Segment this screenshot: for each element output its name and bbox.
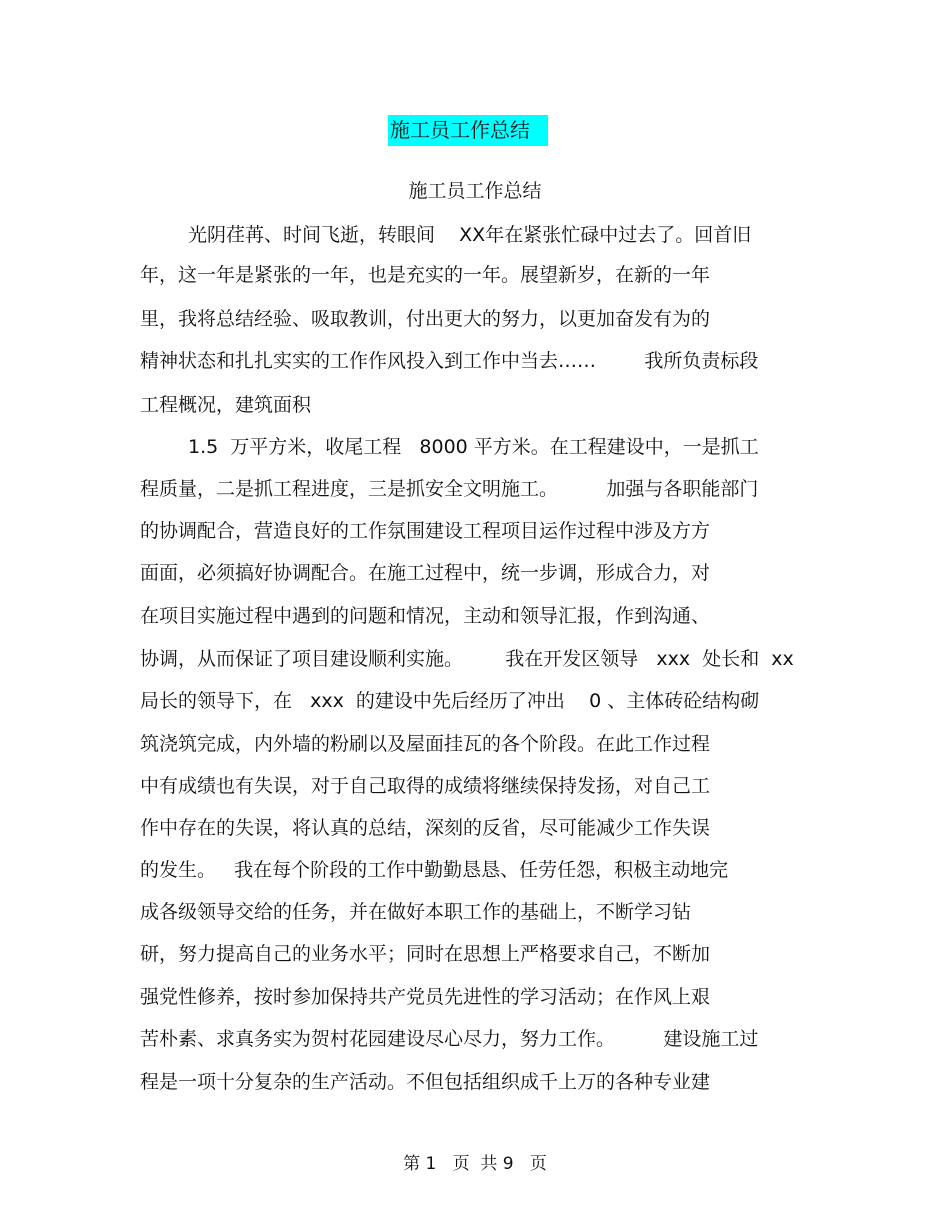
body-line: 程质量，二是抓工程进度，三是抓安全文明施工。 加强与各职能部门 — [140, 478, 759, 500]
body-line: 筑浇筑完成，内外墙的粉刷以及屋面挂瓦的各个阶段。在此工作过程 — [140, 733, 711, 755]
body-line: 1.5 万平方米，收尾工程 8000 平方米。在工程建设中，一是抓工 — [188, 436, 759, 458]
body-line: 程是一项十分复杂的生产活动。不但包括组织成千上万的各种专业建 — [140, 1071, 711, 1093]
body-line: 工程概况，建筑面积 — [140, 394, 312, 416]
body-line: 局长的领导下，在 xxx 的建设中先后经历了冲出 0 、主体砖砼结构砌 — [140, 690, 760, 712]
page-footer: 第 1 页 共 9 页 — [403, 1154, 547, 1174]
body-line: 精神状态和扎扎实实的工作作风投入到工作中当去…… 我所负责标段 — [140, 350, 759, 372]
body-line: 强党性修养，按时参加保持共产党员先进性的学习活动；在作风上艰 — [140, 986, 711, 1008]
document-subtitle: 施工员工作总结 — [408, 180, 542, 202]
body-line: 成各级领导交给的任务，并在做好本职工作的基础上，不断学习钻 — [140, 901, 692, 923]
body-line: 苦朴素、求真务实为贺村花园建设尽心尽力，努力工作。 建设施工过 — [140, 1028, 759, 1050]
body-line: 研，努力提高自己的业务水平；同时在思想上严格要求自己，不断加 — [140, 943, 711, 965]
body-line: 里，我将总结经验、吸取教训，付出更大的努力，以更加奋发有为的 — [140, 308, 711, 330]
body-line: 协调，从而保证了项目建设顺利实施。 我在开发区领导 xxx 处长和 xx — [140, 648, 794, 670]
body-line: 中有成绩也有失误，对于自己取得的成绩将继续保持发扬，对自己工 — [140, 775, 711, 797]
body-line: 在项目实施过程中遇到的问题和情况，主动和领导汇报，作到沟通、 — [140, 605, 711, 627]
body-line: 面面，必须搞好协调配合。在施工过程中，统一步调，形成合力，对 — [140, 562, 711, 584]
body-line: 的发生。 我在每个阶段的工作中勤勤恳恳、任劳任怨，积极主动地完 — [140, 859, 729, 881]
document-title: 施工员工作总结 — [388, 115, 548, 146]
body-line: 光阴荏苒、时间飞逝，转眼间 XX年在紧张忙碌中过去了。回首旧 — [188, 224, 752, 246]
body-line: 的协调配合，营造良好的工作氛围建设工程项目运作过程中涉及方方 — [140, 520, 711, 542]
body-line: 年，这一年是紧张的一年，也是充实的一年。展望新岁，在新的一年 — [140, 264, 711, 286]
body-line: 作中存在的失误，将认真的总结，深刻的反省，尽可能减少工作失误 — [140, 817, 711, 839]
